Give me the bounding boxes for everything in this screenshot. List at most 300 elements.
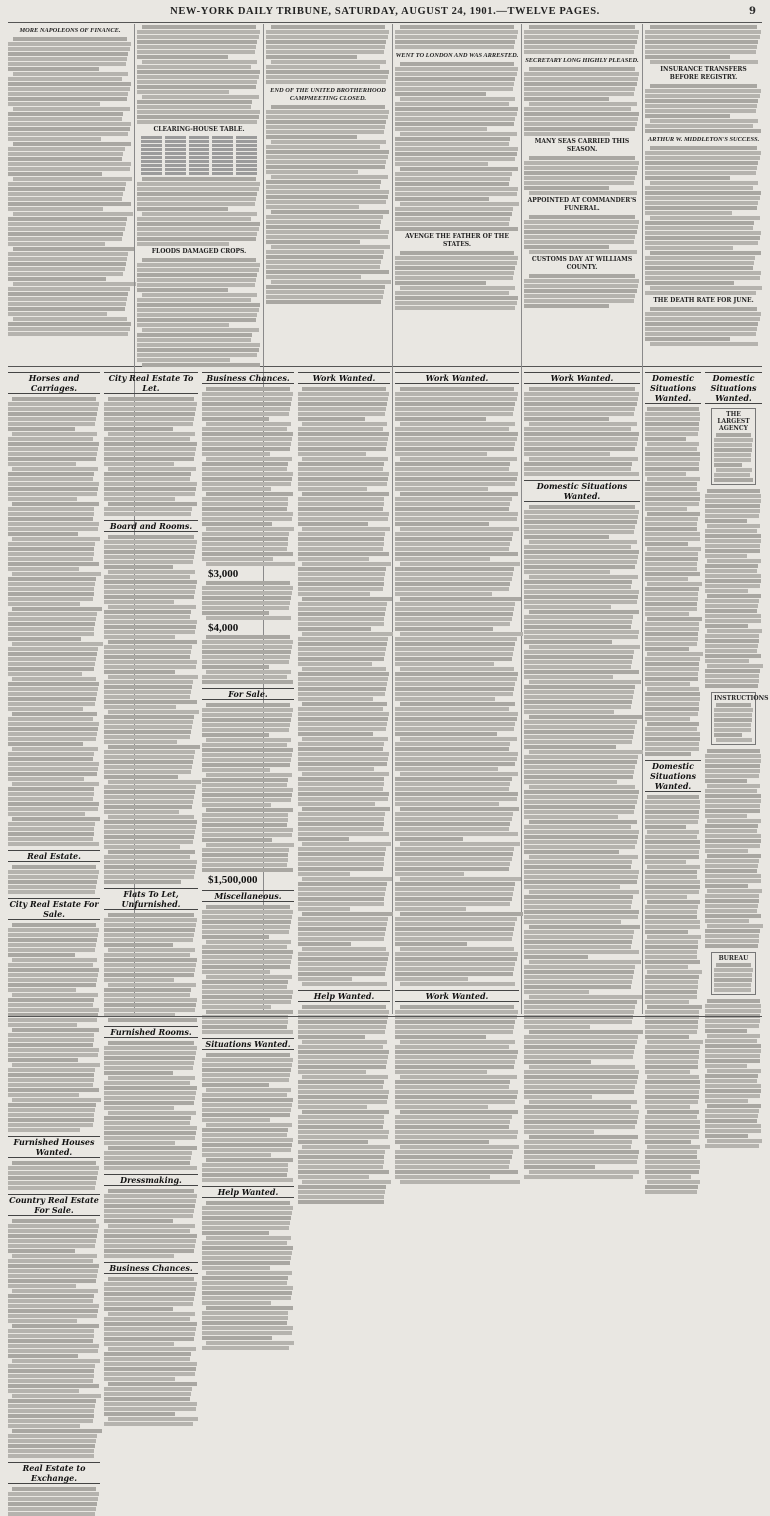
text-line [524,50,634,54]
text-line [8,802,99,806]
text-line [524,810,634,814]
text-line [104,1091,196,1095]
ads-section-header: Flats To Let, Unfurnished. [104,888,198,910]
text-line [206,1123,292,1127]
text-line [8,132,128,136]
text-line [524,77,638,81]
text-line [524,1155,638,1159]
text-line [705,779,747,783]
text-line [12,747,98,751]
text-line [104,840,193,844]
text-line [645,211,732,215]
text-line [298,1115,384,1119]
ads-section-header: Situations Wanted. [202,1038,294,1050]
text-line [400,527,519,531]
text-line [524,780,617,784]
text-line [529,156,636,160]
text-line [524,1115,638,1119]
text-line [298,767,374,771]
text-line [645,452,700,456]
text-line [104,725,192,729]
text-line [206,670,292,674]
text-line [298,677,388,681]
text-line [400,25,514,29]
text-line [206,457,292,461]
text-line [8,507,94,511]
text-line [298,1030,385,1034]
text-line [202,467,287,471]
table-cell [212,148,233,151]
text-line [645,925,700,929]
text-line [8,1108,95,1112]
text-line [302,947,387,951]
text-line [8,1369,94,1373]
text-line [298,557,369,561]
text-line [8,227,125,231]
text-line [705,554,747,558]
text-line [705,944,758,948]
text-line [705,1099,748,1103]
text-line [400,1145,519,1149]
text-line [13,247,135,251]
text-line [104,1121,190,1125]
text-line [8,457,96,461]
text-line [395,742,510,746]
text-line [395,432,518,436]
text-line [524,225,638,229]
text-line [645,1055,699,1059]
text-line [12,1098,101,1102]
text-line [645,1155,697,1159]
text-line [298,672,389,676]
text-line [707,1069,761,1073]
text-line [400,667,514,671]
text-line [298,532,385,536]
text-line [142,363,260,367]
text-line [137,65,251,69]
text-line [8,262,126,266]
text-line [202,522,272,526]
text-line [8,557,93,561]
text-line [8,837,93,841]
text-line [104,820,197,824]
ads-col-8 [705,368,769,1016]
text-line [298,1105,367,1109]
text-line [202,586,293,590]
news-text [645,307,762,346]
text-line [524,1010,634,1014]
text-line [400,387,514,391]
text-line [705,579,761,583]
text-line [645,332,756,336]
text-line [395,142,509,146]
news-headline: ARTHUR W. MIDDLETON'S SUCCESS. [647,136,760,143]
text-line [395,212,512,216]
ads-section-header: Real Estate. [8,850,100,862]
text-line [645,1030,697,1034]
text-line [8,307,125,311]
text-line [137,70,260,74]
text-line [137,323,229,327]
table-cell [165,160,186,163]
table-cell [141,136,162,139]
text-line [395,892,513,896]
text-line [524,845,635,849]
text-line [645,905,698,909]
text-line [645,1160,700,1164]
text-line [705,1064,747,1068]
text-line [645,99,758,103]
table-cell [165,168,186,171]
text-line [104,760,193,764]
text-line [529,1030,644,1034]
text-line [707,924,762,928]
text-line [395,1070,487,1074]
text-line [104,1008,195,1012]
text-line [104,1214,193,1218]
text-line [8,1113,94,1117]
text-line [395,107,518,111]
ads-section-header: Domestic Situations Wanted. [645,760,701,792]
text-line [705,589,748,593]
text-line [707,749,759,753]
text-line [12,712,98,716]
text-line [8,1354,78,1358]
text-line [104,1367,196,1371]
text-line [395,582,510,586]
text-line [705,1084,761,1088]
text-line [645,805,700,809]
text-line [266,155,388,159]
text-line [395,897,512,901]
text-line [524,1040,637,1044]
text-line [104,407,196,411]
text-line [524,122,637,126]
text-line [705,1119,757,1123]
text-line [104,487,196,491]
text-line [524,590,639,594]
text-line [8,1073,94,1077]
text-line [298,1150,385,1154]
text-line [524,397,638,401]
text-line [395,967,514,971]
text-line [524,970,634,974]
text-line [104,615,190,619]
text-line [645,1130,699,1134]
text-line [645,647,689,651]
text-line [202,1058,293,1062]
text-line [202,462,288,466]
text-line [395,707,509,711]
text-line [104,825,196,829]
table-cell [212,152,233,155]
text-line [705,1094,760,1098]
text-line [104,1244,195,1248]
table-cell [189,140,210,143]
text-line [645,317,760,321]
text-line [302,877,392,881]
text-line [529,102,637,106]
text-line [524,1125,635,1129]
page-number: 9 [749,6,756,17]
text-line [202,768,270,772]
text-line [524,510,639,514]
text-line [12,467,98,471]
table-cell [189,172,210,175]
text-line [524,795,638,799]
text-line [524,412,634,416]
text-line [104,625,196,629]
text-line [524,299,634,303]
text-line [645,1135,699,1139]
text-line [298,1060,387,1064]
text-line [202,601,290,605]
text-line [8,1259,93,1263]
text-line [8,757,93,761]
text-line [271,245,390,249]
text-line [298,397,388,401]
text-line [104,620,197,624]
text-line [524,245,609,249]
text-line [298,1170,389,1174]
text-line [8,968,99,972]
text-line [302,912,393,916]
text-line [298,1140,368,1144]
ads-section-header: City Real Estate For Sale. [9,899,99,919]
text-line [8,657,96,661]
text-line [206,581,291,585]
text-line [104,635,175,639]
text-line [8,172,102,176]
text-line [8,532,78,536]
text-line [108,745,200,749]
text-line [108,1312,195,1316]
news-headline: END OF THE UNITED BROTHERHOOD CAMPMEETING CLOSED. [270,87,386,102]
text-line [8,1008,99,1012]
text-line [108,605,196,609]
text-line [705,909,757,913]
text-line [137,202,255,206]
text-line [298,872,350,876]
text-line [524,530,634,534]
ad-text [395,1005,519,1184]
text-line [8,447,98,451]
text-line [647,1180,700,1184]
text-line [206,975,292,979]
text-line [395,467,509,471]
ad-text [714,963,753,992]
text-line [705,1074,758,1078]
text-line [104,830,195,834]
text-line [104,1106,174,1110]
text-line [8,777,84,781]
text-line [395,40,515,44]
text-line [298,627,371,631]
text-line [395,1010,518,1014]
text-line [395,291,509,295]
text-line [395,677,517,681]
text-line [8,978,97,982]
text-line [705,839,761,843]
text-line [8,1053,98,1057]
agency-ad-box [711,408,756,485]
text-line [716,963,752,967]
text-line [104,1397,190,1401]
text-line [705,1054,760,1058]
ad-price: $1,500,000 [208,874,258,886]
text-line [524,1120,637,1124]
text-line [529,540,637,544]
text-line [705,1109,759,1113]
text-line [202,980,288,984]
text-line [104,973,194,977]
text-line [302,1180,391,1184]
text-line [104,700,197,704]
text-line [395,447,514,451]
text-line [524,775,633,779]
text-line [714,988,751,992]
ads-col-4 [298,368,390,1016]
text-line [524,550,639,554]
text-line [647,442,699,446]
text-line [395,552,518,556]
text-line [645,256,755,260]
text-line [529,457,638,461]
text-line [8,252,128,256]
text-line [8,1118,94,1122]
text-line [645,467,699,471]
text-line [524,472,639,476]
text-line [714,718,752,722]
text-line [524,885,620,889]
text-line [705,1144,759,1148]
text-line [8,1454,94,1458]
text-line [395,642,515,646]
ads-col-6 [524,368,640,1016]
text-line [395,867,509,871]
text-line [137,298,251,302]
text-line [202,591,292,595]
text-line [524,1000,637,1004]
text-line [298,642,387,646]
text-line [104,1086,197,1090]
text-line [104,715,194,719]
text-line [108,1111,196,1115]
text-line [202,1316,288,1320]
text-line [395,92,486,96]
table-cell [236,140,257,143]
text-line [529,925,640,929]
text-line [395,797,517,801]
text-line [8,1234,97,1238]
text-line [302,702,388,706]
text-line [202,482,291,486]
text-line [529,1065,636,1069]
text-line [395,276,513,280]
text-line [298,1020,387,1024]
text-line [524,1005,635,1009]
table-cell [189,164,210,167]
text-line [705,1019,760,1023]
text-line [647,865,700,869]
table-cell [165,156,186,159]
text-line [395,952,518,956]
text-line [104,1156,191,1160]
text-line [395,652,513,656]
text-line [266,80,386,84]
text-line [137,263,260,267]
text-line [104,1131,196,1135]
text-line [298,542,384,546]
text-line [108,675,198,679]
text-line [202,970,270,974]
text-line [400,947,514,951]
text-line [104,875,194,879]
text-line [645,815,699,819]
text-line [524,515,638,519]
text-line [395,682,515,686]
text-line [298,822,384,826]
text-line [8,407,98,411]
text-line [714,448,752,452]
text-line [645,955,697,959]
text-line [395,657,512,661]
text-line [645,642,697,646]
text-line [645,572,700,576]
text-line [645,915,697,919]
text-line [395,767,498,771]
text-line [202,606,289,610]
text-line [108,432,195,436]
text-line [645,845,700,849]
text-line [395,407,514,411]
text-line [524,40,637,44]
text-line [707,559,761,563]
column-rule [521,24,522,1014]
text-line [202,1030,293,1034]
text-line [298,637,388,641]
text-line [104,545,196,549]
text-line [137,303,260,307]
text-line [645,532,700,536]
ad-text [714,433,753,482]
text-line [8,1229,98,1233]
text-line [395,567,514,571]
text-line [8,1123,93,1127]
text-line [202,497,288,501]
text-line [395,617,512,621]
text-line [645,129,761,133]
text-line [202,472,293,476]
text-line [395,812,513,816]
text-line [8,1284,76,1288]
text-line [137,207,228,211]
text-line [705,1044,761,1048]
text-line [645,291,756,295]
text-line [8,47,130,51]
text-line [202,863,287,867]
text-line [8,1083,93,1087]
text-line [524,860,632,864]
text-line [298,437,388,441]
text-line [298,977,352,981]
text-line [395,427,509,431]
text-line [202,1296,291,1300]
text-line [524,166,638,170]
text-line [524,965,635,969]
text-line [104,988,191,992]
text-line [137,242,229,246]
